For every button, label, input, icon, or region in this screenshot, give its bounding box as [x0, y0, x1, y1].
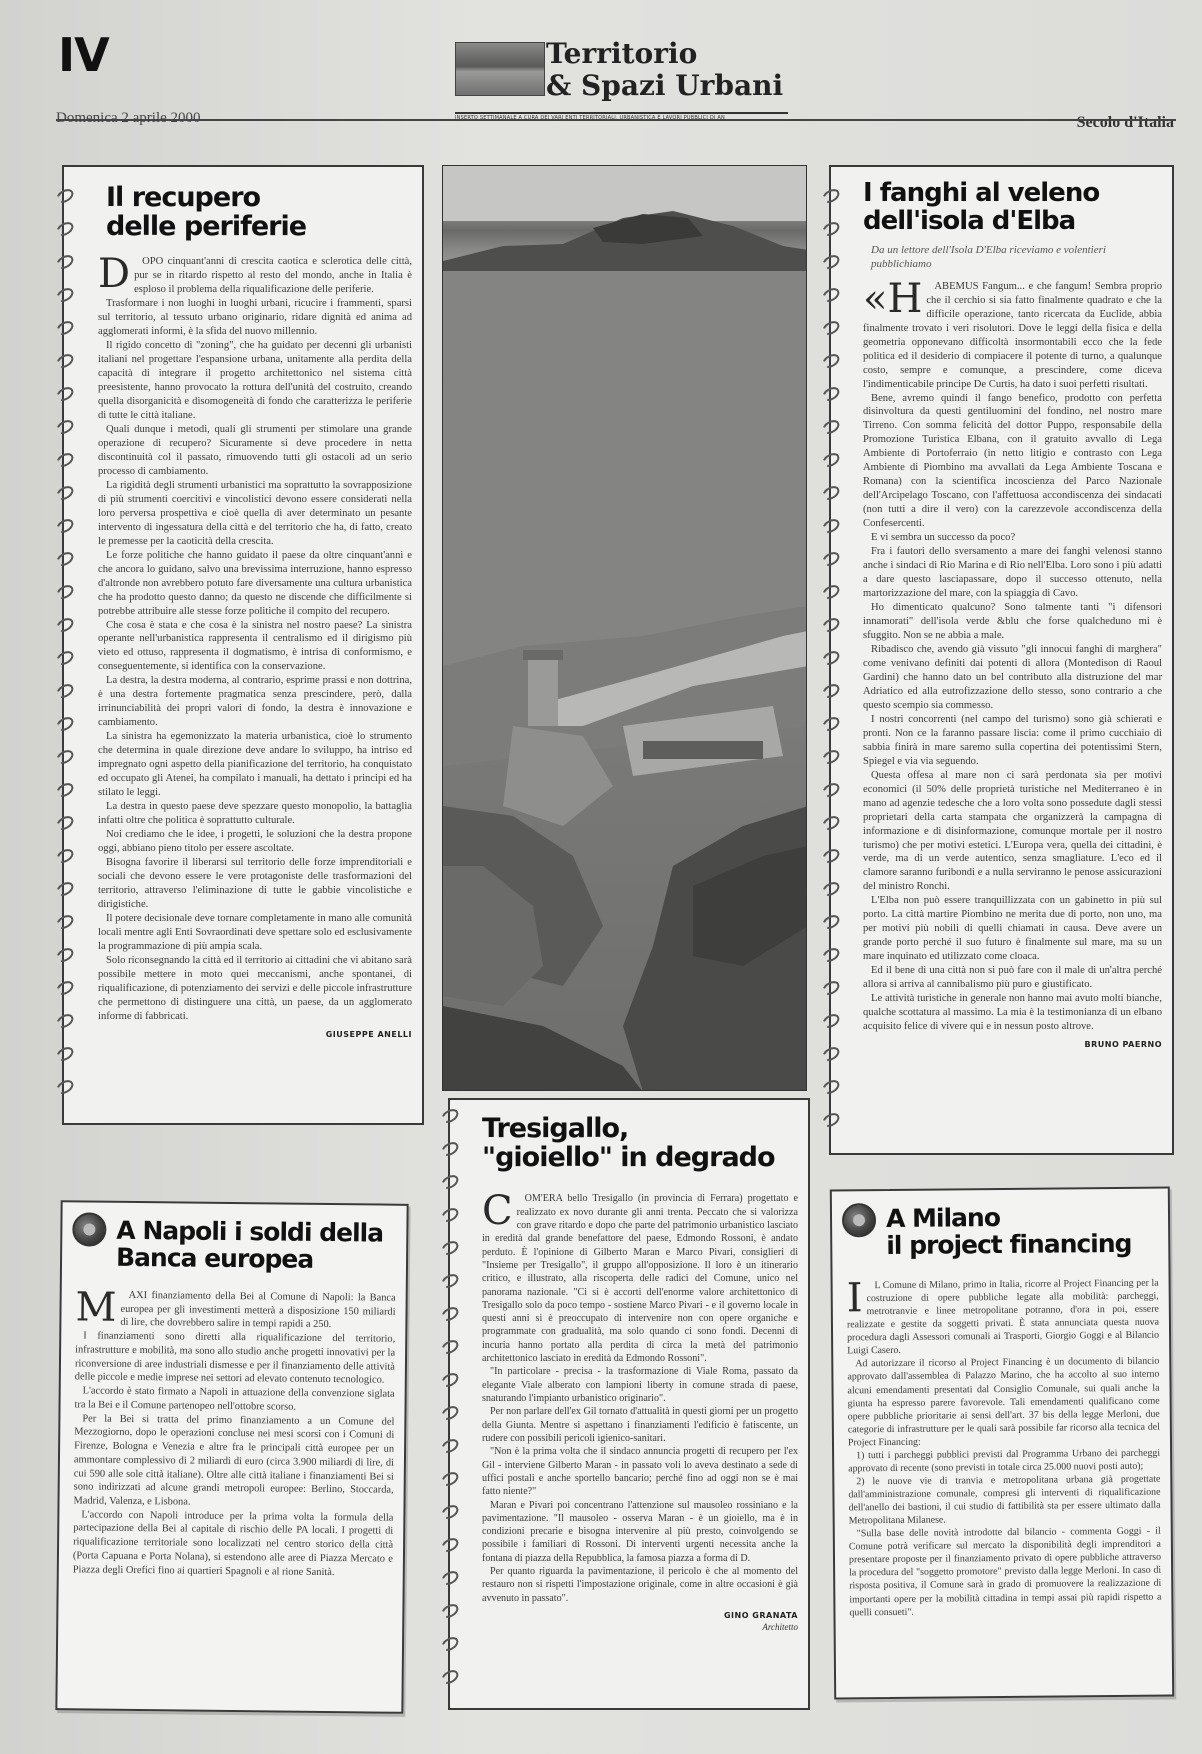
- paragraph: I finanziamenti sono diretti alla riqualificazione del territorio, infrastrutture e mobilità, ma sono allo studio anche progetti innovativi per la riconversione di aree industriali dismesse e per il finanziamento delle attività delle piccole e medie imprese nei settori ad elevato contenuto tecnologico.: [74, 1330, 396, 1386]
- article-milano-title-line1: A Milano: [885, 1203, 1001, 1234]
- masthead-subtitle: INSERTO SETTIMANALE A CURA DEI VARI ENTI TERRITORIALI. URBANISTICA E LAVORI PUBBLICI DI AN: [455, 112, 788, 121]
- article-periferie-dropcap: D: [98, 251, 131, 298]
- paragraph: Il rigido concetto di "zoning", che ha guidato per decenni gli urbanisti italiani nel progettare l'espansione urbana, unitamente alla perdita della capacità di integrare il progetto architettonico nel sistema città preesistente, hanno provocato la rottura dell'unità del costruito, creando quella disorganicità e disomogeneità di fondo che caratterizza le periferie di tutte le città italiane.: [98, 340, 412, 421]
- paragraph: "In particolare - precisa - la trasformazione di Viale Roma, passato da elegante Viale alberato con lampioni liberty in comune strada di paese, snaturando l'impianto urbanistico originario".: [482, 1366, 798, 1404]
- article-periferie-author: GIUSEPPE ANELLI: [325, 1029, 412, 1039]
- island-harbour-photo: [442, 165, 807, 1091]
- article-periferie-title: Il recupero delle periferie: [106, 182, 307, 243]
- article-periferie-body: [78, 251, 412, 1040]
- paragraph: Per non parlare dell'ex Gil tornato d'attualità in questi giorni per un progetto della Giunta. Mentre si aspettano i finanziamenti l'edificio è fatiscente, un rudere con possibili pericoli igienico-sanitari.: [482, 1406, 798, 1444]
- masthead-title-line1: Territorio: [546, 37, 698, 70]
- article-elba-kicker: Da un lettore dell'Isola D'Elba riceviamo e volentieri pubblichiamo: [871, 244, 1106, 271]
- article-napoli-title: A Napoli i soldi della Banca europea: [115, 1215, 384, 1274]
- article-napoli: [55, 1200, 408, 1714]
- header-rule: [56, 119, 1176, 121]
- paragraph: La destra, la destra moderna, al contrario, esprime prassi e non dottrina, è una destra fortemente pragmatica senza prescindere, però, dalla irrinunciabilità dei propri valori di fondo, la destra è innovazione e cambiamento.: [98, 675, 412, 729]
- paragraph: Bisogna favorire il liberarsi sul territorio delle forze imprenditoriali e sociali che devono essere le vere protagoniste delle trasformazioni del territorio, attraverso l'eliminazione di tutte le gabbie vincolistiche e dirigistiche.: [98, 856, 412, 910]
- paragraph: Le attività turistiche in generale non hanno mai avuto molti bianche, qualche scottatura al massimo. La mia è la testimonianza di un elbano acquisito felice di vivere qui e in nessun posto altrove.: [863, 993, 1162, 1033]
- paragraph: Le forze politiche che hanno guidato il paese da oltre cinquant'anni e che ancora lo guidano, salvo una brevissima interruzione, hanno espresso d'altronde non avrebbero potuto fare diversamente una cultura urbanistica che ha prodotto questo danno; da questo ne discende che difficilmente si potrebbe attribuire alle stesse forze politiche il compito del recupero.: [98, 549, 412, 617]
- medallion-icon: [842, 1203, 876, 1237]
- paragraph: La rigidità degli strumenti urbanistici ma soprattutto la sovrapposizione di più strumenti coercitivi e vincolistici devono essere considerati nella loro perversa prospettiva e cioè quella di aver determinato un pesante intervento di ingessatura della città e del territorio che ha, di fatto, creato le premesse per la caoticità della crescita.: [98, 479, 412, 547]
- paragraph: I nostri concorrenti (nel campo del turismo) sono già schierati e pronti. Non ce la faranno passare liscia: come il primo cucchiaio di sabbia finirà in mare saremo sulla copertina dei potentissimi Stern, Spiegel e via via seguendo.: [863, 713, 1162, 767]
- paragraph: E vi sembra un successo da poco?: [871, 532, 1016, 544]
- paragraph: "Sulla base delle novità introdotte dal bilancio - commenta Goggi - il Comune potrà verificare sul mercato la disponibilità degli imprenditori a presentare proposte per il finanziamento privato di opere pubbliche attraverso la procedura del "soggetto promotore" previsto dalla legge Merloni. In caso di risposta positiva, il Comune sarà in grado di promuovere la realizzazione di importanti opere per la mobilità cittadina in tempi assai più rapidi rispetto a quelli consueti".: [848, 1525, 1162, 1618]
- article-tresigallo-body: [464, 1188, 798, 1633]
- paragraph: La destra in questo paese deve spezzare questo monopolio, la battaglia infatti oltre che politica è soprattutto culturale.: [98, 801, 412, 827]
- article-elba-title: I fanghi al veleno dell'isola d'Elba: [863, 178, 1100, 237]
- paragraph: La sinistra ha egemonizzato la materia urbanistica, cioè lo strumento che determina in quale direzione deve andare lo sviluppo, ha intriso ed impregnato ogni aspetto della pianificazione del territorio, ha conquistato ed occupato gli Atenei, ha compilato i manuali, ha dettato i principi ed ha stilato le leggi.: [98, 731, 412, 799]
- medallion-icon: [72, 1212, 106, 1246]
- date-line: Domenica 2 aprile 2000: [56, 110, 201, 126]
- article-tresigallo-title-line1: Tresigallo,: [482, 1113, 629, 1144]
- paragraph: Per quanto riguarda la pavimentazione, il pericolo è che al momento del restauro non si rispetti l'impostazione originale, come in altre occasioni è già avvenuto in passato".: [482, 1566, 798, 1604]
- article-tresigallo-author-role: Architetto: [762, 1621, 798, 1632]
- article-tresigallo-title: [482, 1114, 798, 1172]
- paragraph: L'accordo con Napoli introduce per la prima volta la formula della partecipazione della Bei al capitale di rischio delle PA locali. I progetti di riqualificazione territoriale sono localizzati nel centro storico della città (Porta Capuana e Porta Nolana), si estendono alle aree di Piazza Mercato e Piazza degli Orefici fino ai quartieri Spagnoli e al rione Sanità.: [72, 1509, 394, 1578]
- paragraph: Solo riconsegnando la città ed il territorio ai cittadini che vi abitano sarà possibile mettere in moto quei meccanismi, anche spontanei, di riqualificazione, di potenziamento dei servizi e delle piccole infrastrutture che permettono di distinguere una città, un paese, da un agglomerato informe di fabbricati.: [98, 954, 412, 1022]
- page-number: IV: [58, 28, 109, 82]
- paragraph: AXI finanziamento della Bei al Comune di Napoli: la Banca europea per gli investimenti metterà a disposizione 150 miliardi di lire, che dovrebbero salire in tempi rapidi a 250.: [120, 1289, 396, 1331]
- masthead-title: [546, 38, 806, 102]
- article-milano-title: [886, 1203, 1158, 1259]
- article-milano-dropcap: I: [846, 1275, 863, 1322]
- paragraph: Questa offesa al mare non ci sarà perdonata sia per motivi economici (il 50% delle proprietà turistiche nel Mediterraneo è in mano ad agenzie tedesche che a loro volta sono possedute dagli stessi proprietari della carta stampata che organizzerà la campagna di informazione e di disinformazione, comunque mortale per il nostro turismo) che per motivi estetici. L'Europa vera, quella dei cittadini, è verde, ma di un verde autentico, senza smagliature. L'eco ed il clamore saranno furibondi e a nulla serviranno le penose assicurazioni del ministro Ronchi.: [863, 769, 1162, 893]
- paragraph: Noi crediamo che le idee, i progetti, le soluzioni che la destra propone oggi, abbiano pieno titolo per essere ascoltate.: [98, 829, 412, 854]
- article-elba-dropcap: «H: [863, 275, 923, 322]
- article-tresigallo-dropcap: C: [482, 1188, 513, 1235]
- paragraph: Bene, avremo quindi il fango benefico, prodotto con perfetta disinvoltura da questi gentiluomini del fondino, nel nostro mare Tirreno. Con somma felicità del dottor Puppo, responsabile della Promozione Turistica Elbana, con il gratuito avvallo di Lega Ambiente di Portoferraio (in netto litigio e contrasto con Lega Ambiente di Piombino ma avvallati da Lega Ambiente Toscana e Romana) con la scientifica incoscienza del Parco Nazionale dell'Arcipelago Toscano, con l'affettuosa accondiscenza dei sindacati (non tutti a dire il vero) con la carezzevole accondiscenza della Confesercenti.: [863, 392, 1162, 530]
- paragraph: Maran e Pivari poi concentrano l'attenzione sul mausoleo rossiniano e la pavimentazione. "Il mausoleo - osserva Maran - è un gioiello, ma è in condizioni precarie e bisogna intervenire al più presto, coinvolgendo se possibile i familiari di Rossoni. Di interventi urgenti necessita anche la fontana di piazza della Repubblica, la famosa piazza a forma di D.: [482, 1499, 798, 1564]
- paragraph: OM'ERA bello Tresigallo (in provincia di Ferrara) progettato e realizzato ex novo durante gli anni trenta. Peccato che si valorizza con grave ritardo e dopo che parte del patrimonio urbanistico lasciato in eredità dal grande benefattore del paese, Edmondo Rossoni, è andato perduto. È l'opinione di Gilberto Maran e Marco Pivari, consiglieri di "Insieme per Tresigallo", il gruppo all'opposizione. Il loro è un itinerario critico, e illustrato, alla riscoperta delle radici del Comune, unico nel panorama nazionale. "Ci si è accorti dell'enorme valore architettonico di Tresigallo solo da poco tempo - sostiene Marco Pivari - e il governo locale in questi anni si è preoccupato di intervenire non con opere organiche e programmate con gradualità, ma solo quando ci sono fondi. Decenni di incuria hanno portato alla perdita di circa la metà del patrimonio architettonico lasciato in eredità da Edmondo Rossoni".: [482, 1193, 798, 1365]
- paragraph: Per la Bei si tratta del primo finanziamento a un Comune del Mezzogiorno, dopo le operazioni concluse nei mesi scorsi con i Comuni di Firenze, Bologna e Venezia e altre fra le principali città europee per un ammontare complessivo di 2 miliardi di euro (circa 3.900 miliardi di lire, di cui 590 alle sole città italiane). Oltre alle città italiane i finanziamenti Bei si sono indirizzati ad alcune grandi metropoli europee: Berlino, Stoccarda, Madrid, Valenza, e Lisbona.: [73, 1413, 395, 1508]
- paragraph: Trasformare i non luoghi in luoghi urbani, ricucire i frammenti, sparsi sul territorio, al tessuto urbano originario, ridare dignità ed anima ad agglomerati informi, è la sfida del nuovo millennio.: [98, 298, 412, 338]
- article-milano-body: [847, 1277, 1162, 1619]
- article-tresigallo-author: GINO GRANATA: [723, 1611, 798, 1620]
- paragraph: 2) le nuove vie di tranvia e metropolitana urbana già progettate dall'amministrazione comunale, compresi gli interventi di riqualificazione dell'anello dei bastioni, il cui studio di fattibilità sta per essere ultimato dalla Metropolitana Milanese.: [848, 1473, 1161, 1527]
- paragraph: Quali dunque i metodi, quali gli strumenti per stimolare una grande operazione di recupero? Sicuramente si deve procedere in netta discontinuità col il passato, rimuovendo tutti gli ostacoli ad un serio processo di cambiamento.: [98, 423, 412, 477]
- paragraph: Ho dimenticato qualcuno? Sono talmente tanti "i difensori innamorati" dell'isola verde &blu che forse qualcheduno mi è sfuggito. Non se ne abbia a male.: [863, 602, 1162, 641]
- paragraph: ABEMUS Fangum... e che fangum! Sembra proprio che il cerchio si sia fatto finalmente quadrato e che la difficile operazione, tanto ricercata da Euclide, abbia finalmente trovato i veri risolutori. Dove le leggi della fisica e della geometria opponevano difficoltà insormontabili ecco che la fede politica ed il desiderio di compiacere il potente di turno, a qualunque costo, sempre e comunque, a prescindere, come diceva l'indimenticabile principe De Curtis, ha dato i suoi perfetti risultati.: [863, 280, 1162, 390]
- article-milano-title-line2: il project financing: [886, 1228, 1132, 1261]
- paragraph: 1) tutti i parcheggi pubblici previsti dal Programma Urbano dei parcheggi approvato di recente (sono previsti in totale circa 25.000 nuovi posti auto);: [848, 1447, 1161, 1475]
- article-tresigallo-title-line2: "gioiello" in degrado: [482, 1142, 775, 1174]
- paragraph: Ribadisco che, avendo già vissuto "gli innocui fanghi di marghera" come venivano definiti dai potenti di allora (Montedison di Raoul Gardini) che hanno dato un bel contributo alla distruzione del mar Adriatico ed alla eutrofizzazione dello stesso, sono contrario a che questo scempio sia commesso.: [863, 643, 1162, 711]
- paragraph: Che cosa è stata e che cosa è la sinistra nel nostro paese? La sinistra operante nell'urbanistica rappresenta il centralismo ed il dirigismo più vieto ed ottuso, rappresenta il dogmatismo, è intrisa di conformismo, e conseguentemente, si identifica con la conservazione.: [98, 619, 412, 673]
- paragraph: L Comune di Milano, primo in Italia, ricorre al Project Financing per la costruzione di opere pubbliche legate alla mobilità: parcheggi, metrotranvie e linee metropolitane potranno, d'ora in poi, essere realizzate e gestite da soggetti privati. È stata annunciata questa nuova procedura dagli Assessori comunali ai Trasporti, Giorgio Goggi e al Bilancio Luigi Casero.: [846, 1277, 1160, 1357]
- paragraph: L'accordo è stato firmato a Napoli in attuazione della convenzione siglata tra la Bei e il Comune partenopeo nell'ottobre scorso.: [74, 1385, 395, 1413]
- harbour-photo-graphic: [443, 166, 807, 1091]
- paragraph: "Non è la prima volta che il sindaco annuncia progetti di recupero per l'ex Gil - interviene Gilberto Maran - in passato voli lo aveva destinato a sede di uffici postali e anche sportello bancario; perché fino ad oggi non se è mai fatto niente?": [482, 1446, 798, 1498]
- article-milano: [830, 1187, 1174, 1700]
- paragraph: L'Elba non può essere tranquillizzata con un gabinetto in più sul porto. La città martire Piombino ne merita due di porto, non uno, ma per motivi più nobili di quelli chiamati in causa. Deve avere un grande porto perché il suo futuro è finalmente sul mare, ma su un mare inquinato ed utilizzato come cloaca.: [863, 895, 1162, 963]
- paragraph: Ad autorizzare il ricorso al Project Financing è un documento di bilancio approvato dall'assemblea di Palazzo Marino, che ha accolto al suo interno alcuni emendamenti presentati dal Consiglio Comunale, sui quali anche la giunta ha espresso parere favorevole. Tali emendamenti qualificano come opere pubbliche prioritarie ai sensi dell'art. 37 bis della legge Merloni, due categorie di infrastrutture per le quali sarà possibile far ricorso alla tecnica del Project Financing:: [847, 1355, 1160, 1449]
- paragraph: Il potere decisionale deve tornare completamente in mano alle comunità locali mentre agli Enti Sovraordinati deve spettare solo ed esclusivamente la programmazione di più ampia scala.: [98, 912, 412, 952]
- article-periferie: [62, 165, 424, 1125]
- article-napoli-dropcap: M: [75, 1284, 117, 1331]
- article-elba-body: [845, 275, 1162, 1051]
- paragraph: OPO cinquant'anni di crescita caotica e sclerotica delle città, pur se in ritardo rispetto al resto del mondo, anche in Italia è esploso il problema della riqualificazione delle periferie.: [134, 256, 412, 296]
- article-tresigallo: [448, 1098, 810, 1710]
- masthead-title-line2: & Spazi Urbani: [546, 69, 784, 102]
- paragraph: Ed il bene di una città non si può fare con il male di un'altra perché allora si arriva al cannibalismo più puro e giustificato.: [863, 965, 1162, 991]
- newspaper-name: Secolo d'Italia: [1076, 114, 1174, 131]
- paragraph: Fra i fautori dello sversamento a mare dei fanghi velenosi stanno anche i sindaci di Rio Marina e di Rio nell'Elba. Loro sono i più adatti a dare questo lasciapassare, dopo il successo ottenuto, nella martorizzazione del mare, con la spiaggia di Cavo.: [863, 546, 1162, 600]
- masthead-image: [455, 42, 545, 96]
- article-elba: [829, 165, 1174, 1155]
- article-napoli-body: [72, 1284, 396, 1580]
- article-elba-author: BRUNO PAERNO: [1084, 1040, 1162, 1050]
